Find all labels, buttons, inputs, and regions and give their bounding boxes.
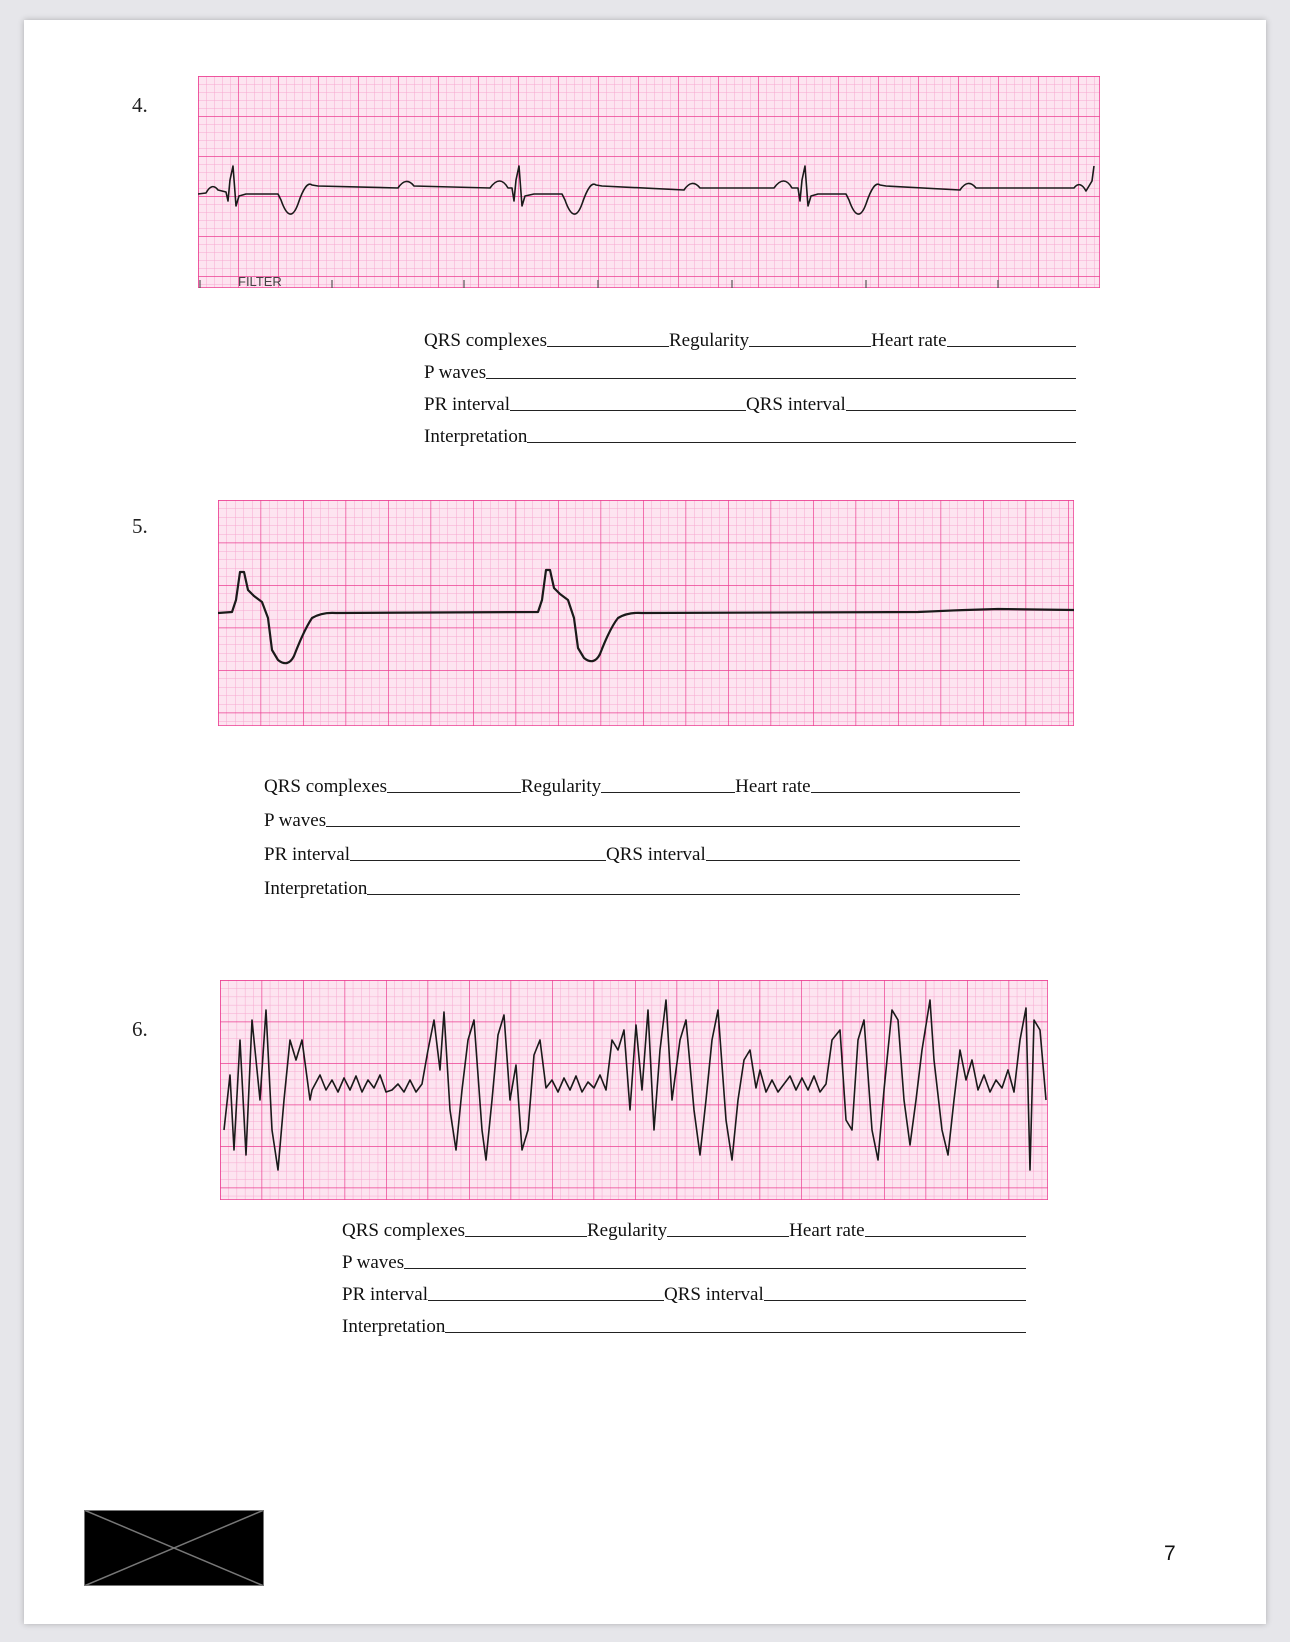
placeholder-image-icon — [84, 1510, 264, 1586]
p-waves-blank[interactable] — [326, 826, 1020, 827]
qrs-interval-blank[interactable] — [764, 1300, 1026, 1301]
regularity-label: Regularity — [520, 776, 602, 797]
heart-rate-label: Heart rate — [735, 776, 811, 797]
qrs-interval-label: QRS interval — [606, 844, 706, 865]
p-waves-label: P waves — [264, 810, 327, 831]
heart-rate-blank[interactable] — [811, 792, 1020, 793]
ecg-strip-5 — [218, 500, 1074, 726]
pr-interval-label: PR interval — [264, 844, 351, 865]
qrs-complexes-label: QRS complexes — [264, 776, 387, 797]
regularity-label: Regularity — [586, 1220, 668, 1241]
filter-label: FILTER — [238, 274, 282, 288]
p-waves-blank[interactable] — [486, 378, 1076, 379]
qrs-complexes-label: QRS complexes — [424, 330, 547, 351]
heart-rate-label: Heart rate — [871, 330, 947, 351]
p-waves-label: P waves — [424, 362, 487, 383]
ecg-strip-6 — [220, 980, 1048, 1200]
page-number: 7 — [1164, 1542, 1176, 1565]
qrs-interval-label: QRS interval — [746, 394, 846, 415]
qrs-complexes-blank[interactable] — [387, 792, 521, 793]
interpretation-blank[interactable] — [445, 1332, 1026, 1333]
pr-interval-label: PR interval — [342, 1284, 429, 1305]
ecg-form-4 — [424, 320, 1076, 448]
interpretation-label: Interpretation — [342, 1316, 446, 1337]
pr-interval-label: PR interval — [424, 394, 511, 415]
ecg-form-5 — [264, 764, 1020, 900]
regularity-label: Regularity — [668, 330, 750, 351]
ecg-strip-4 — [198, 76, 1100, 288]
qrs-complexes-blank[interactable] — [547, 346, 669, 347]
qrs-complexes-label: QRS complexes — [342, 1220, 465, 1241]
qrs-complexes-blank[interactable] — [465, 1236, 587, 1237]
exercise-4-number: 4. — [132, 93, 148, 117]
ecg-form-6 — [342, 1210, 1026, 1338]
regularity-blank[interactable] — [667, 1236, 789, 1237]
exercise-5-number: 5. — [132, 514, 148, 538]
heart-rate-blank[interactable] — [947, 346, 1076, 347]
pr-interval-blank[interactable] — [510, 410, 746, 411]
qrs-interval-blank[interactable] — [846, 410, 1076, 411]
heart-rate-blank[interactable] — [865, 1236, 1026, 1237]
pr-interval-blank[interactable] — [350, 860, 606, 861]
p-waves-blank[interactable] — [404, 1268, 1026, 1269]
pr-interval-blank[interactable] — [428, 1300, 664, 1301]
interpretation-label: Interpretation — [424, 426, 528, 447]
heart-rate-label: Heart rate — [789, 1220, 865, 1241]
p-waves-label: P waves — [342, 1252, 405, 1273]
qrs-interval-blank[interactable] — [706, 860, 1020, 861]
interpretation-blank[interactable] — [367, 894, 1020, 895]
regularity-blank[interactable] — [601, 792, 735, 793]
qrs-interval-label: QRS interval — [664, 1284, 764, 1305]
exercise-6-number: 6. — [132, 1017, 148, 1041]
interpretation-blank[interactable] — [527, 442, 1076, 443]
interpretation-label: Interpretation — [264, 878, 368, 899]
worksheet-page — [24, 20, 1266, 1624]
regularity-blank[interactable] — [749, 346, 871, 347]
